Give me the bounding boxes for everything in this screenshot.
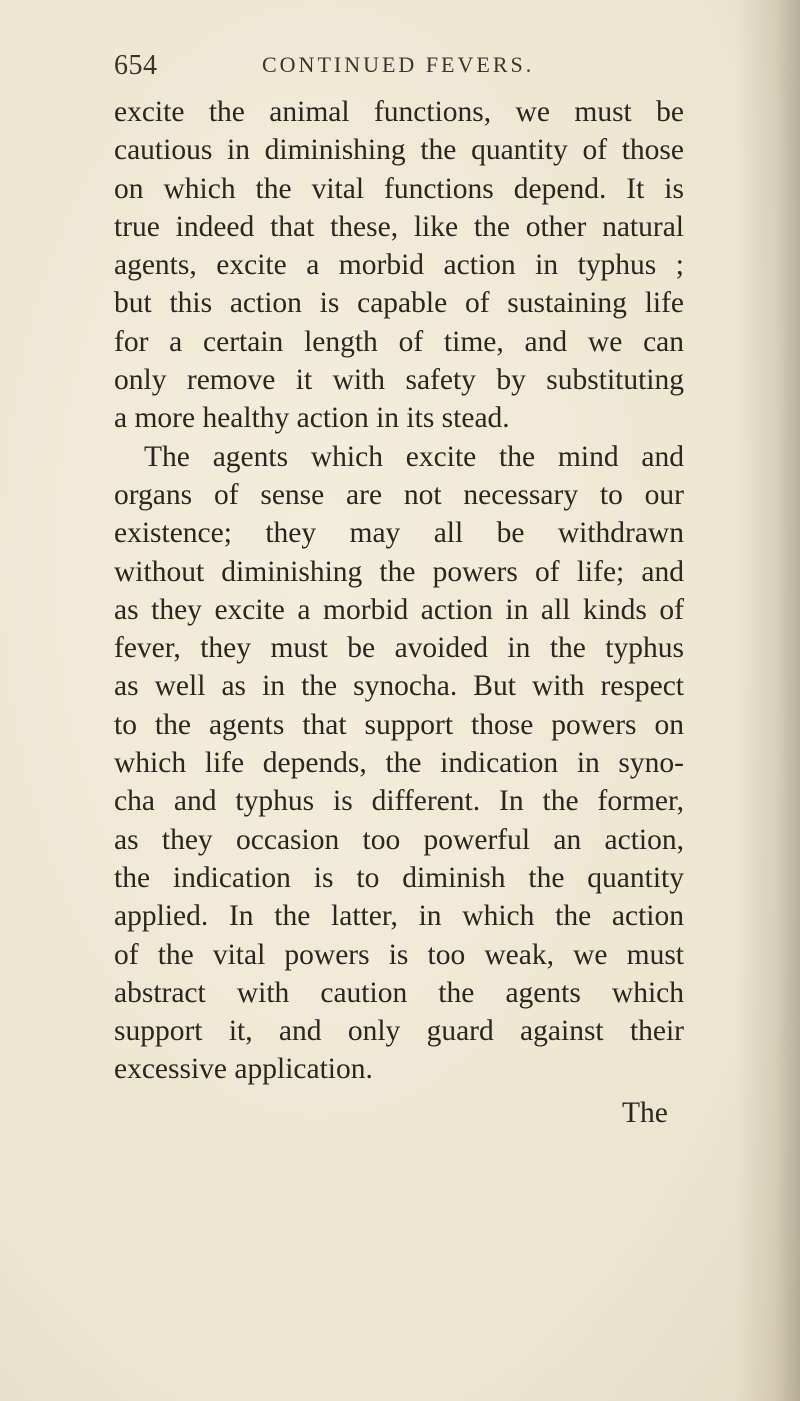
text-line: to the agents that support those powers on [114, 708, 684, 741]
text-line: as they occasion too powerful an action, [114, 823, 684, 856]
text-line: a more healthy action in its stead. [114, 402, 510, 435]
running-head [114, 50, 654, 84]
text-line: organs of sense are not necessary to our [114, 478, 684, 511]
text-line: which life depends, the indication in syno- [114, 747, 684, 780]
text-line: support it, and only guard against their [114, 1015, 684, 1048]
text-line: true indeed that these, like the other natural [114, 210, 684, 243]
text-line: the indication is to diminish the quantity [114, 861, 684, 894]
text-line: agents, excite a morbid action in typhus ; [114, 249, 684, 282]
text-line-paragraph-start: The agents which excite the mind and [144, 440, 684, 473]
text-line: abstract with caution the agents which [114, 976, 684, 1009]
text-line: of the vital powers is too weak, we must [114, 938, 684, 971]
text-line: excite the animal functions, we must be [114, 96, 684, 128]
text-line: applied. In the latter, in which the action [114, 900, 684, 933]
text-line: cha and typhus is different. In the former, [114, 785, 684, 818]
text-line: cautious in diminishing the quantity of those [114, 134, 684, 167]
text-line: on which the vital functions depend. It is [114, 172, 684, 205]
body-text [114, 93, 684, 1089]
text-line: only remove it with safety by substituting [114, 364, 684, 397]
text-line: without diminishing the powers of life; and [114, 555, 684, 588]
text-line: existence; they may all be withdrawn [114, 517, 684, 550]
running-head-title: CONTINUED FEVERS. [262, 52, 535, 77]
text-line: for a certain length of time, and we can [114, 325, 684, 358]
text-line: but this action is capable of sustaining life [114, 287, 684, 320]
text-line: fever, they must be avoided in the typhus [114, 632, 684, 665]
text-line: as they excite a morbid action in all kinds of [114, 593, 684, 626]
text-line: excessive application. [114, 1053, 373, 1086]
catchword: The [622, 1097, 668, 1129]
text-line: as well as in the synocha. But with respect [114, 670, 684, 703]
page-number: 654 [114, 50, 158, 81]
